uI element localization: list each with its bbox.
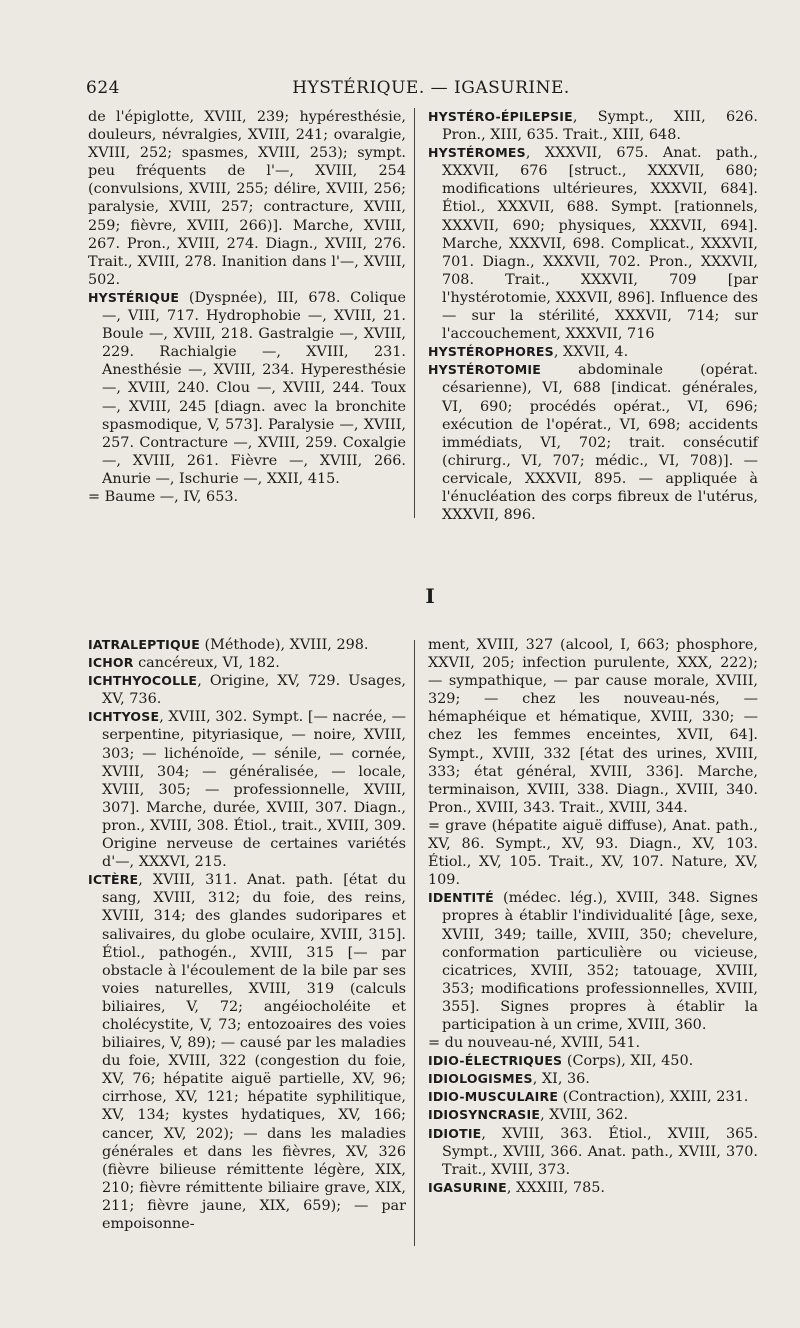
column-divider-bottom: [414, 640, 415, 1246]
column-bottom-right: [428, 636, 758, 1197]
index-entry: [428, 361, 758, 524]
index-entry: [428, 1052, 758, 1070]
entry-headword: IDIOSYNCRASIE: [428, 1107, 541, 1123]
entry-headword: IDIO-ÉLECTRIQUES: [428, 1053, 563, 1069]
index-entry: [428, 1034, 758, 1052]
index-entry: [88, 654, 406, 672]
entry-headword: ICTÈRE: [88, 872, 139, 888]
column-top-right: [428, 108, 758, 524]
index-entry: [428, 889, 758, 1034]
entry-headword: IDENTITÉ: [428, 890, 494, 906]
entry-text: (médec. lég.), XVIII, 348. Signes propres à établir l'individualité [âge, sexe, XVIII, 349; taille, XVIII, 350; chevelure, conformation particulière ou vicieuse, cicatrices, XVIII, 352; tatouage, XVIII, 353; modifications professionnelles, XVIII, 355]. Signes propres à établir la participation à un crime, XVIII, 360.: [442, 890, 758, 1033]
index-entry: [428, 144, 758, 343]
entry-text: abdominale (opérat. césarienne), VI, 688 [indicat. générales, VI, 690; procédés opérat., VI, 696; exécution de l'opérat., VI, 698; accidents immédiats, VI, 702; trait. consécutif (chirurg., VI, 707; médic., VI, 708)]. — cervicale, XXXVII, 895. — appliquée à l'énucléation des corps fibreux de l'utérus, XXXVII, 896.: [442, 362, 758, 524]
index-entry: [88, 672, 406, 708]
entry-text: , XXVII, 4.: [553, 344, 629, 361]
entry-headword: IDIOTIE: [428, 1125, 482, 1141]
entry-text: = Baume —, IV, 653.: [88, 488, 239, 505]
index-entry: [428, 1179, 758, 1197]
entry-headword: HYSTÉRIQUE: [88, 289, 180, 305]
entry-text: = grave (hépatite aiguë diffuse), Anat. path., XV, 86. Sympt., XV, 93. Diagn., XV, 103. Étiol., XV, 105. Trait., XV, 107. Nature, XV, 109.: [428, 817, 758, 889]
entry-headword: HYSTÉROPHORES: [428, 344, 554, 360]
entry-headword: IDIO-MUSCULAIRE: [428, 1089, 559, 1105]
column-divider-top: [414, 108, 415, 518]
entry-text: (Corps), XII, 450.: [562, 1053, 694, 1070]
running-title: HYSTÉRIQUE. — IGASURINE.: [292, 78, 570, 98]
entry-headword: IDIOLOGISMES: [428, 1071, 533, 1087]
index-entry: [428, 817, 758, 889]
entry-headword: ICHTHYOCOLLE: [88, 673, 198, 689]
index-entry: [428, 1088, 758, 1106]
entry-text: , XXXIII, 785.: [506, 1179, 605, 1196]
page-header: [86, 78, 776, 102]
index-entry: [88, 108, 406, 289]
entry-text: de l'épiglotte, XVIII, 239; hypéresthésie, douleurs, névralgies, XVIII, 241; ovaralgie, XVIII, 252; spasmes, XVIII, 253); sympt. peu fréquents de l'—, XVIII, 254 (convulsions, XVIII, 255; délire, XVIII, 256; paralysie, XVIII, 257; contracture, XVIII, 259; fièvre, XVIII, 266)]. Marche, XVIII, 267. Pron., XVIII, 274. Diagn., XVIII, 276. Trait., XVIII, 278. Inanition dans l'—, XVIII, 502.: [88, 109, 406, 288]
index-entry: [428, 1070, 758, 1088]
entry-text: , XVIII, 311. Anat. path. [état du sang, XVIII, 312; du foie, des reins, XVIII, 314; des glandes sudoripares et salivaires, du globe oculaire, XVIII, 315]. Étiol., pathogén., XVIII, 315 [— par obstacle à l'écoulement de la bile par ses voies naturelles, XVIII, 319 (calculs biliaires, V, 72; angéiocholéite et cholécystite, V, 73; entozoaires des voies biliaires, V, 89); — causé par les maladies du foie, XVIII, 322 (congestion du foie, XV, 76; hépatite aiguë partielle, XV, 96; cirrhose, XV, 121; hépatite syphilitique, XV, 134; kystes hydatiques, XV, 166; cancer, XV, 202); — dans les maladies générales et dans les fièvres, XV, 326 (fièvre bilieuse rémittente légère, XIX, 210; fièvre rémittente biliaire grave, XIX, 211; fièvre jaune, XIX, 659); — par empoisonne-: [102, 872, 406, 1232]
column-top-left: [88, 108, 406, 506]
column-bottom-left: [88, 636, 406, 1233]
entry-text: = du nouveau-né, XVIII, 541.: [428, 1035, 641, 1052]
index-entry: [88, 488, 406, 506]
entry-text: (Contraction), XXIII, 231.: [558, 1089, 749, 1106]
entry-headword: HYSTÉRO-ÉPILEPSIE: [428, 109, 573, 124]
index-entry: [88, 289, 406, 488]
index-entry: [428, 1125, 758, 1179]
entry-headword: ICHTYOSE: [88, 709, 160, 725]
index-entry: [88, 871, 406, 1233]
entry-text: , Sympt., XIII, 626. Pron., XIII, 635. Trait., XIII, 648.: [442, 109, 758, 144]
page-number: 624: [86, 78, 120, 98]
index-entry: [88, 708, 406, 871]
entry-headword: IATRALEPTIQUE: [88, 637, 200, 652]
section-letter: I: [425, 584, 435, 608]
index-entry: [428, 343, 758, 361]
entry-headword: ICHOR: [88, 655, 134, 671]
index-entry: [428, 636, 758, 817]
entry-text: cancéreux, VI, 182.: [133, 655, 280, 672]
entry-headword: IGASURINE: [428, 1179, 507, 1195]
index-entry: [428, 1106, 758, 1124]
index-entry: [88, 636, 406, 654]
entry-headword: HYSTÉROTOMIE: [428, 362, 542, 378]
entry-text: , XVIII, 302. Sympt. [— nacrée, — serpentine, pityriasique, — noire, XVIII, 303; — lichénoïde, — sénile, — cornée, XVIII, 304; — généralisée, — locale, XVIII, 305; — professionnelle, XVIII, 307]. Marche, durée, XVIII, 307. Diagn., pron., XVIII, 308. Étiol., trait., XVIII, 309. Origine nerveuse de certaines variétés d'—, XXXVI, 215.: [102, 709, 406, 871]
entry-text: , XI, 36.: [532, 1071, 590, 1088]
entry-text: , XXXVII, 675. Anat. path., XXXVII, 676 [struct., XXXVII, 680; modifications ultérieures, XXXVII, 684]. Étiol., XXXVII, 688. Sympt. [rationnels, XXXVII, 690; physiques, XXXVII, 694]. Marche, XXXVII, 698. Complicat., XXXVII, 701. Diagn., XXXVII, 702. Pron., XXXVII, 708. Trait., XXXVII, 709 [par l'hystérotomie, XXXVII, 896]. Influence des — sur la stérilité, XXXVII, 714; sur l'accouchement, XXXVII, 716: [442, 145, 758, 343]
entry-text: , XVIII, 362.: [540, 1107, 629, 1124]
entry-headword: HYSTÉROMES: [428, 145, 526, 161]
entry-text: ment, XVIII, 327 (alcool, I, 663; phosphore, XXVII, 205; infection purulente, XXX, 222); — sympathique, — par cause morale, XVIII, 329; — chez les nouveau-nés, — hémaphéique et hématique, XVIII, 330; — chez les femmes enceintes, XVII, 64]. Sympt., XVIII, 332 [état des urines, XVIII, 333; état général, XVIII, 336]. Marche, terminaison, XVIII, 338. Diagn., XVIII, 340. Pron., XVIII, 343. Trait., XVIII, 344.: [428, 637, 758, 816]
entry-text: (Méthode), XVIII, 298.: [199, 637, 369, 653]
entry-text: , Origine, XV, 729. Usages, XV, 736.: [102, 673, 406, 708]
entry-text: (Dyspnée), III, 678. Colique —, VIII, 717. Hydrophobie —, XVIII, 21. Boule —, XVIII, 218. Gastralgie —, XVIII, 229. Rachialgie —, XVIII, 231. Anesthésie —, XVIII, 234. Hyperesthésie —, XVIII, 240. Clou —, XVIII, 244. Toux —, XVIII, 245 [diagn. avec la bronchite spasmodique, V, 573]. Paralysie —, XVIII, 257. Contracture —, XVIII, 259. Coxalgie —, XVIII, 261. Fièvre —, XVIII, 266. Anurie —, Ischurie —, XXII, 415.: [102, 289, 406, 487]
index-entry: [428, 108, 758, 144]
entry-text: , XVIII, 363. Étiol., XVIII, 365. Sympt., XVIII, 366. Anat. path., XVIII, 370. Trait., XVIII, 373.: [442, 1125, 758, 1178]
